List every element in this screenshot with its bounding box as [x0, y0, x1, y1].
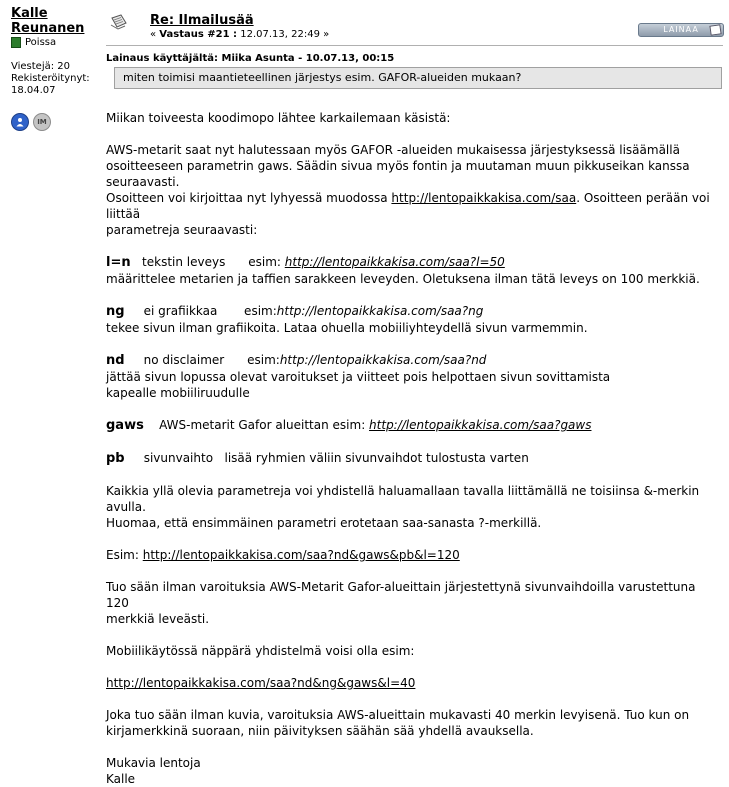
- person-icon: [15, 117, 25, 127]
- short-url-link[interactable]: http://lentopaikkakisa.com/saa: [391, 191, 577, 205]
- result-line1: Tuo sään ilman varoituksia AWS-Metarit Gafor-alueittain järjestettynä sivunvaihdoilla varustettuna 120: [106, 580, 696, 610]
- example-link[interactable]: http://lentopaikkakisa.com/saa?nd&gaws&pb&l=120: [142, 548, 460, 562]
- registered-label: Rekisteröitynyt:: [11, 73, 90, 84]
- quote-icon: [709, 24, 721, 35]
- post-info-suffix: »: [319, 29, 330, 40]
- post-message-icon: [109, 13, 129, 35]
- param-nd-name: nd: [106, 353, 125, 368]
- author-stats: [11, 61, 101, 97]
- offline-status-icon: [11, 37, 21, 48]
- post-header: [150, 9, 329, 40]
- signature-line1: Mukavia lentoja: [106, 756, 201, 770]
- param-l-name: l=n: [106, 255, 131, 270]
- body-p1-line5: parametreja seuraavasti:: [106, 223, 258, 237]
- post-divider: [106, 45, 723, 46]
- profile-icon[interactable]: [11, 113, 29, 131]
- body-p1-line4-b: . Osoitteen perään voi liittää: [106, 191, 710, 221]
- param-ng-explanation: tekee sivun ilman grafiikoita. Lataa ohuella mobiiliyhteydellä sivun varmemmin.: [106, 321, 588, 335]
- body-p1-line1: AWS-metarit saat nyt halutessaan myös GAFOR -alueiden mukaisessa järjestyksessä lisäämällä: [106, 143, 680, 157]
- body-p1-line4: [106, 190, 721, 222]
- post-count: Viestejä: 20: [11, 61, 71, 72]
- body-p1-line3: seuraavasti.: [106, 175, 180, 189]
- body-p1-line2: osoitteeseen parametrin gaws. Säädin sivua myös fontin ja muutaman muun pikkuseikan kanssa: [106, 159, 690, 173]
- final-line2: kirjamerkkinä suoraan, niin päivityksen säähän sää yhdellä avauksella.: [106, 724, 534, 738]
- quote-button-label: LAINAA: [663, 25, 699, 34]
- author-sidebar: [11, 6, 101, 131]
- combo-line1: Kaikkia yllä olevia parametreja voi yhdistellä haluamallaan tavalla liittämällä ne toisiinsa &-merkin avulla.: [106, 484, 700, 514]
- param-pb-desc: sivunvaihto lisää ryhmien väliin sivunvaihdot tulostusta varten: [124, 451, 529, 465]
- mobile-link-line: [106, 675, 721, 691]
- post-info-prefix: «: [150, 29, 160, 40]
- param-nd-example: http://lentopaikkakisa.com/saa?nd: [279, 353, 487, 367]
- quote-box: miten toimisi maantieteellinen järjestys esim. GAFOR-alueiden mukaan?: [114, 67, 722, 89]
- body-p1-line4-a: Osoitteen voi kirjoittaa nyt lyhyessä muodossa: [106, 191, 392, 205]
- param-ng-name: ng: [106, 304, 125, 319]
- author-first-name[interactable]: Kalle: [11, 6, 48, 21]
- param-l-explanation: määrittelee metarien ja taffien sarakkeen leveyden. Oletuksena ilman tätä leveys on 100 merkkiä.: [106, 272, 700, 286]
- param-l-line: [106, 254, 721, 271]
- post-body: [106, 110, 721, 787]
- post-datetime: 12.07.13, 22:49: [237, 29, 320, 40]
- final-line1: Joka tuo sään ilman kuvia, varoituksia AWS-alueittain mukavasti 40 merkin levyisenä. Tuo kun on: [106, 708, 690, 722]
- mobile-intro: Mobiilikäytössä näppärä yhdistelmä voisi olla esim:: [106, 644, 415, 658]
- param-ng-line: [106, 303, 721, 320]
- param-nd-line: [106, 352, 721, 369]
- param-l-desc: tekstin leveys esim:: [130, 255, 285, 269]
- signature-line2: Kalle: [106, 772, 136, 786]
- quote-button[interactable]: [638, 23, 724, 37]
- body-intro: Miikan toiveesta koodimopo lähtee karkailemaan käsistä:: [106, 111, 451, 125]
- status-text: Poissa: [25, 37, 57, 48]
- param-ng-example: http://lentopaikkakisa.com/saa?ng: [276, 304, 484, 318]
- param-nd-desc: no disclaimer esim:: [124, 353, 280, 367]
- result-line2: merkkiä leveästi.: [106, 612, 210, 626]
- mobile-link[interactable]: http://lentopaikkakisa.com/saa?nd&ng&gaws&l=40: [106, 676, 416, 690]
- param-gaws-line: [106, 417, 721, 434]
- post-subject-link[interactable]: Re: Ilmailusää: [150, 13, 254, 28]
- im-icon[interactable]: IM: [33, 113, 51, 131]
- example-line: [106, 547, 721, 563]
- combo-line2: Huomaa, että ensimmäinen parametri erotetaan saa-sanasta ?-merkillä.: [106, 516, 542, 530]
- online-status: [11, 37, 101, 48]
- contact-icons: [11, 113, 101, 131]
- author-last-name[interactable]: Reunanen: [11, 21, 85, 36]
- param-gaws-link[interactable]: http://lentopaikkakisa.com/saa?gaws: [369, 418, 592, 432]
- param-ng-desc: ei grafiikkaa esim:: [124, 304, 277, 318]
- param-gaws-name: gaws: [106, 418, 144, 433]
- reply-number: Vastaus #21 :: [159, 29, 238, 40]
- param-l-link[interactable]: http://lentopaikkakisa.com/saa?l=50: [284, 255, 505, 269]
- example-prefix: Esim:: [106, 548, 143, 562]
- param-nd-explanation-1: jättää sivun lopussa olevat varoitukset ja viitteet pois helpottaen sivun sovittamista: [106, 370, 611, 384]
- registered-date: 18.04.07: [11, 85, 56, 96]
- param-pb-line: [106, 450, 721, 467]
- param-pb-name: pb: [106, 451, 125, 466]
- author-name-link[interactable]: [11, 6, 101, 36]
- post-info: [150, 29, 329, 40]
- param-gaws-desc: AWS-metarit Gafor alueittan esim:: [143, 418, 370, 432]
- quote-header: Lainaus käyttäjältä: Miika Asunta - 10.07.13, 00:15: [106, 53, 395, 64]
- param-nd-explanation-2: kapealle mobiiliruudulle: [106, 386, 250, 400]
